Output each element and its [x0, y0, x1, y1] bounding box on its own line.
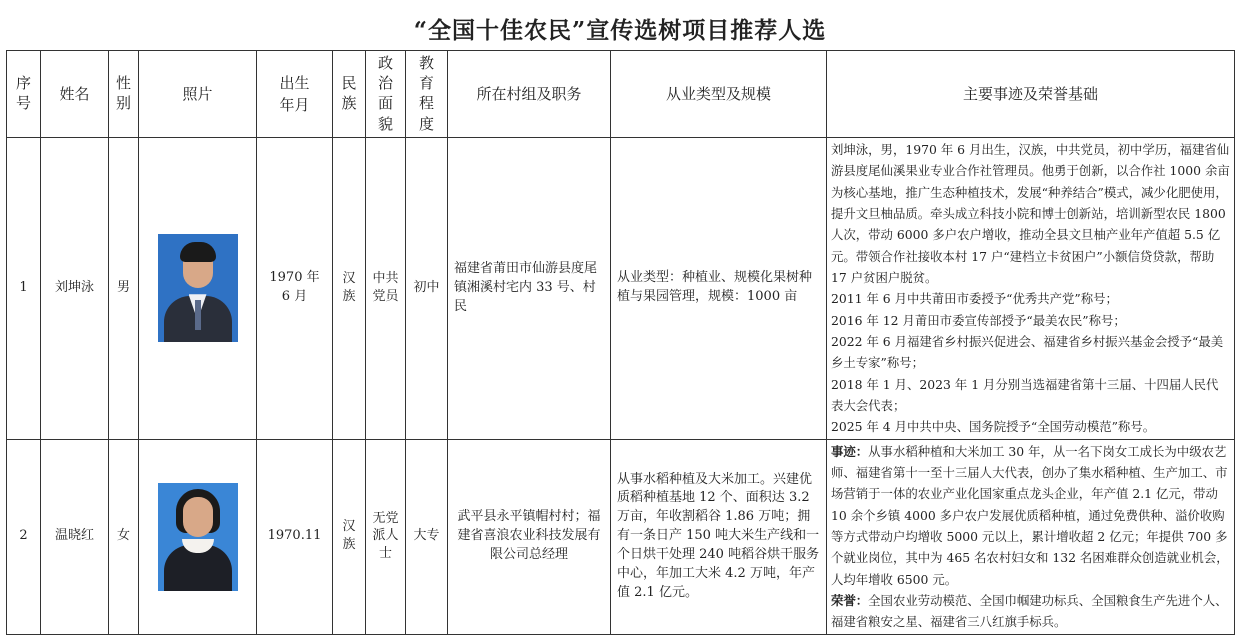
header-row [7, 51, 1235, 138]
table-row [7, 138, 1235, 440]
cell-gender: 男 [109, 138, 139, 440]
honors-paragraph [831, 590, 1230, 633]
honor-line: 2022 年 6 月福建省乡村振兴促进会、福建省乡村振兴基金会授予“最美乡土专家”称号； [831, 333, 1224, 371]
cell-political: 无党派人士 [366, 439, 406, 634]
deeds-paragraph: 刘坤泳，男，1970 年 6 月出生，汉族，中共党员，初中学历，福建省仙游县度尾仙溪果业专业合作社管理员。他勇于创新，以合作社 1000 余亩为核心基地，推广生态种植技术，发展“种养结合”模式，减少化肥使用，提升文旦柚品质。牵头成立科技小院和博士创新站，培训新型农民 1800 人次，带动 6000 多户农户增收，推动全县文旦柚产业年产值超 5.5 亿元。带领合作社接收本村 17 户“建档立卡贫困户”小额信贷贷款，帮助 17 户贫困户脱贫。 [831, 142, 1230, 285]
honor-line: 2011 年 6 月中共莆田市委授予“优秀共产党”称号； [831, 291, 1118, 307]
header-political: 政治面貌 [366, 51, 406, 138]
header-education: 教育程度 [406, 51, 448, 138]
cell-village: 福建省莆田市仙游县度尾镇湘溪村宅内 33 号、村民 [448, 138, 611, 440]
cell-industry: 从业类型：种植业、规模化果树种植与果园管理，规模：1000 亩 [611, 138, 827, 440]
candidate-table [6, 50, 1235, 635]
cell-birth: 1970.11 [257, 439, 333, 634]
portrait-photo [158, 234, 238, 342]
honor-line: 2016 年 12 月莆田市委宣传部授予“最美农民”称号； [831, 312, 1126, 328]
header-seq: 序号 [7, 51, 41, 138]
table-row [7, 439, 1235, 634]
cell-village: 武平县永平镇帽村村；福建省喜浪农业科技发展有限公司总经理 [448, 439, 611, 634]
cell-ethnicity: 汉族 [333, 138, 366, 440]
cell-political: 中共党员 [366, 138, 406, 440]
cell-seq: 2 [7, 439, 41, 634]
cell-seq: 1 [7, 138, 41, 440]
cell-gender: 女 [109, 439, 139, 634]
header-village: 所在村组及职务 [448, 51, 611, 138]
cell-name: 温晓红 [41, 439, 109, 634]
cell-name: 刘坤泳 [41, 138, 109, 440]
header-photo: 照片 [139, 51, 257, 138]
honor-line: 2025 年 4 月中共中央、国务院授予“全国劳动模范”称号。 [831, 419, 1156, 435]
page-title: “全国十佳农民”宣传选树项目推荐人选 [413, 17, 827, 44]
cell-photo [139, 439, 257, 634]
honors-label: 荣誉： [831, 592, 869, 608]
header-industry: 从业类型及规模 [611, 51, 827, 138]
portrait-photo [158, 483, 238, 591]
cell-deeds [827, 439, 1235, 634]
header-deeds: 主要事迹及荣誉基础 [827, 51, 1235, 138]
honors-text: 全国农业劳动模范、全国巾帼建功标兵、全国粮食生产先进个人、福建省粮安之星、福建省三八红旗手标兵。 [831, 592, 1228, 630]
header-gender: 性别 [109, 51, 139, 138]
cell-education: 初中 [406, 138, 448, 440]
header-birth: 出生年月 [257, 51, 333, 138]
cell-ethnicity: 汉族 [333, 439, 366, 634]
deeds-label: 事迹： [831, 443, 869, 459]
header-name: 姓名 [41, 51, 109, 138]
deeds-paragraph [831, 441, 1230, 590]
honor-line: 2018 年 1 月、2023 年 1 月分别当选福建省第十三届、十四届人民代表大会代表； [831, 376, 1219, 413]
cell-deeds [827, 138, 1235, 440]
cell-photo [139, 138, 257, 440]
cell-birth: 1970 年 6 月 [257, 138, 333, 440]
cell-industry: 从事水稻种植及大米加工。兴建优质稻种植基地 12 个、面积达 3.2 万亩，年收割稻谷 1.86 万吨；拥有一条日产 150 吨大米生产线和一个日烘干处理 240 吨稻谷烘干服务中心，年加工大米 4.2 万吨，年产值 2.1 亿元。 [611, 439, 827, 634]
cell-education: 大专 [406, 439, 448, 634]
deeds-text: 从事水稻种植和大米加工 30 年，从一名下岗女工成长为中级农艺师、福建省第十一至十三届人大代表，创办了集水稻种植、生产加工、市场营销于一体的农业产业化国家重点龙头企业，年产值 2.1 亿元，带动 10 余个乡镇 4000 多户农户发展优质稻种植，通过免费供种、溢价收购等方式带动户均增收 5000 元以上，累计增收超 2 亿元；年提供 700 多个就业岗位，其中为 465 名农村妇女和 132 名困难群众创造就业机会，人均年增收 6500 元。 [831, 443, 1229, 587]
header-ethnicity: 民族 [333, 51, 366, 138]
